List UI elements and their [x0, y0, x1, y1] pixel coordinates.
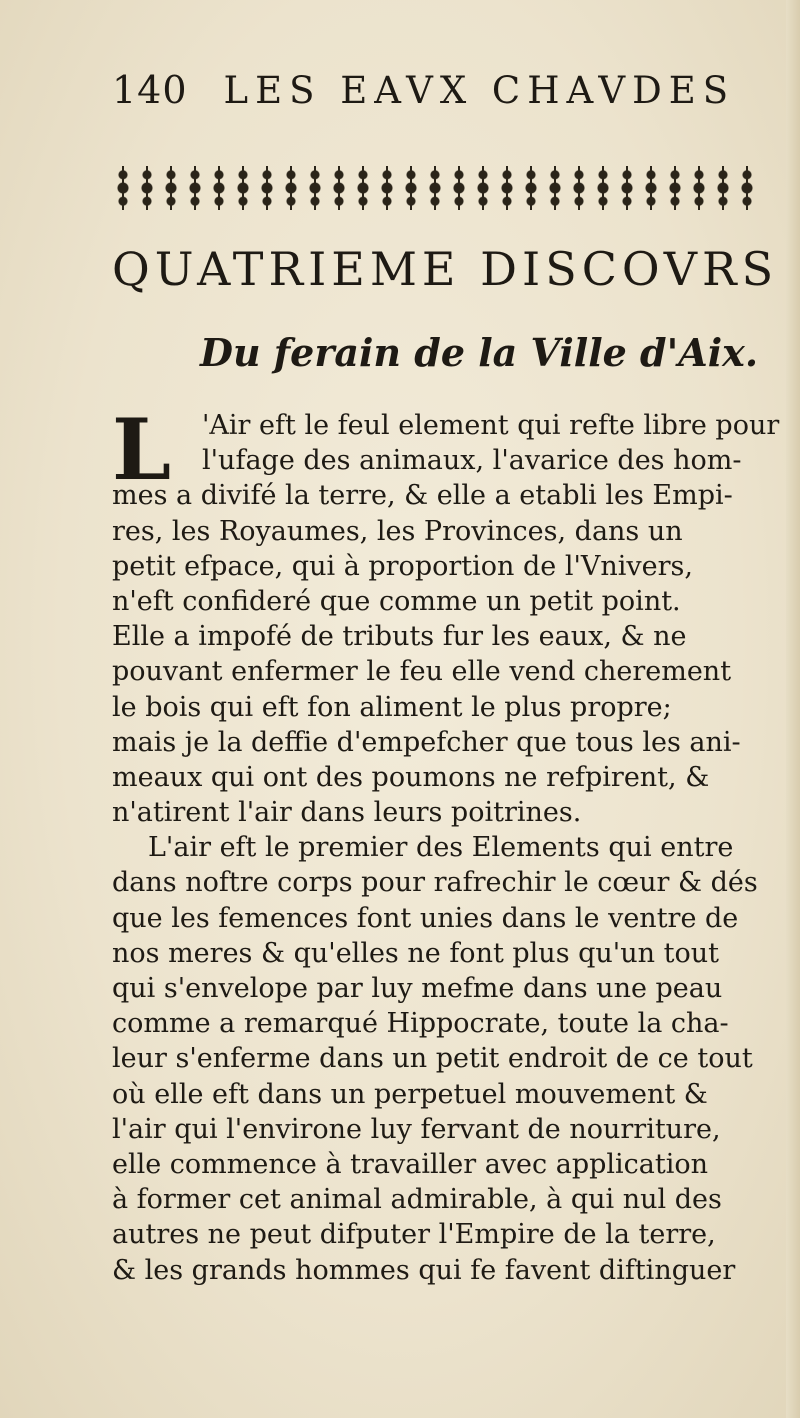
fleuron-icon: [448, 162, 470, 214]
discourse-subtitle: Du ferain de la Ville d'Aix.: [200, 330, 759, 375]
text-line: mais je la deffie d'empefcher que tous les ani-: [112, 726, 741, 758]
fleuron-icon: [376, 162, 398, 214]
text-line: res, les Royaumes, les Provinces, dans un: [112, 515, 683, 547]
fleuron-icon: [352, 162, 374, 214]
text-line: n'atirent l'air dans leurs poitrines.: [112, 797, 582, 829]
text-line: où elle eft dans un perpetuel mouvement &: [112, 1078, 708, 1110]
fleuron-icon: [568, 162, 590, 214]
text-line: l'air qui l'environe luy fervant de nourriture,: [112, 1113, 721, 1145]
text-line: petit efpace, qui à proportion de l'Vnivers,: [112, 550, 693, 582]
fleuron-icon: [496, 162, 518, 214]
fleuron-icon: [136, 162, 158, 214]
text-line: Elle a impofé de tributs fur les eaux, & ne: [112, 621, 687, 653]
fleuron-icon: [688, 162, 710, 214]
fleuron-icon: [424, 162, 446, 214]
fleuron-icon: [400, 162, 422, 214]
running-title: LES EAVX CHAVDES: [223, 69, 736, 112]
page-number: 140: [112, 68, 188, 112]
text-line: & les grands hommes qui fe favent diftinguer: [112, 1254, 736, 1286]
text-line: nos meres & qu'elles ne font plus qu'un tout: [112, 937, 719, 969]
text-line: que les femences font unies dans le ventre de: [112, 902, 739, 934]
text-line: 'Air eft le feul element qui refte libre pour: [202, 410, 780, 441]
fleuron-icon: [256, 162, 278, 214]
text-line: mes a divifé la terre, & elle a etabli les Empi-: [112, 480, 733, 512]
drop-cap: L: [112, 400, 172, 499]
fleuron-icon: [616, 162, 638, 214]
page-edge: [786, 0, 800, 1418]
text-line: elle commence à travailler avec application: [112, 1148, 709, 1180]
running-header: [112, 68, 735, 118]
text-line: dans noftre corps pour rafrechir le cœur & dés: [112, 867, 758, 899]
text-line: comme a remarqué Hippocrate, toute la cha-: [112, 1008, 729, 1040]
text-line: à former cet animal admirable, à qui nul des: [112, 1184, 722, 1216]
fleuron-icon: [232, 162, 254, 214]
fleuron-icon: [472, 162, 494, 214]
fleuron-icon: [736, 162, 758, 214]
fleuron-icon: [592, 162, 614, 214]
text-line: meaux qui ont des poumons ne refpirent, &: [112, 761, 710, 793]
fleuron-icon: [664, 162, 686, 214]
fleuron-icon: [520, 162, 542, 214]
fleuron-icon: [112, 162, 134, 214]
fleuron-icon: [280, 162, 302, 214]
fleuron-icon: [304, 162, 326, 214]
text-line: le bois qui eft fon aliment le plus propre;: [112, 691, 672, 723]
text-line: pouvant enfermer le feu elle vend cherement: [112, 656, 732, 688]
text-line: leur s'enferme dans un petit endroit de ce tout: [112, 1043, 753, 1075]
fleuron-icon: [640, 162, 662, 214]
body-text: [112, 400, 780, 1288]
discourse-title: QUATRIEME DISCOVRS: [112, 242, 779, 296]
fleuron-icon: [328, 162, 350, 214]
fleuron-icon: [208, 162, 230, 214]
text-line: qui s'envelope par luy mefme dans une peau: [112, 973, 723, 1004]
fleuron-icon: [712, 162, 734, 214]
text-line: L'air eft le premier des Elements qui entre: [148, 832, 734, 864]
text-line: n'eft confideré que comme un petit point.: [112, 585, 681, 617]
fleuron-icon: [544, 162, 566, 214]
text-line: l'ufage des animaux, l'avarice des hom-: [202, 445, 742, 477]
fleuron-icon: [184, 162, 206, 214]
text-line: autres ne peut difputer l'Empire de la terre,: [112, 1219, 716, 1251]
fleuron-icon: [160, 162, 182, 214]
fleuron-band-icon: [112, 162, 760, 214]
